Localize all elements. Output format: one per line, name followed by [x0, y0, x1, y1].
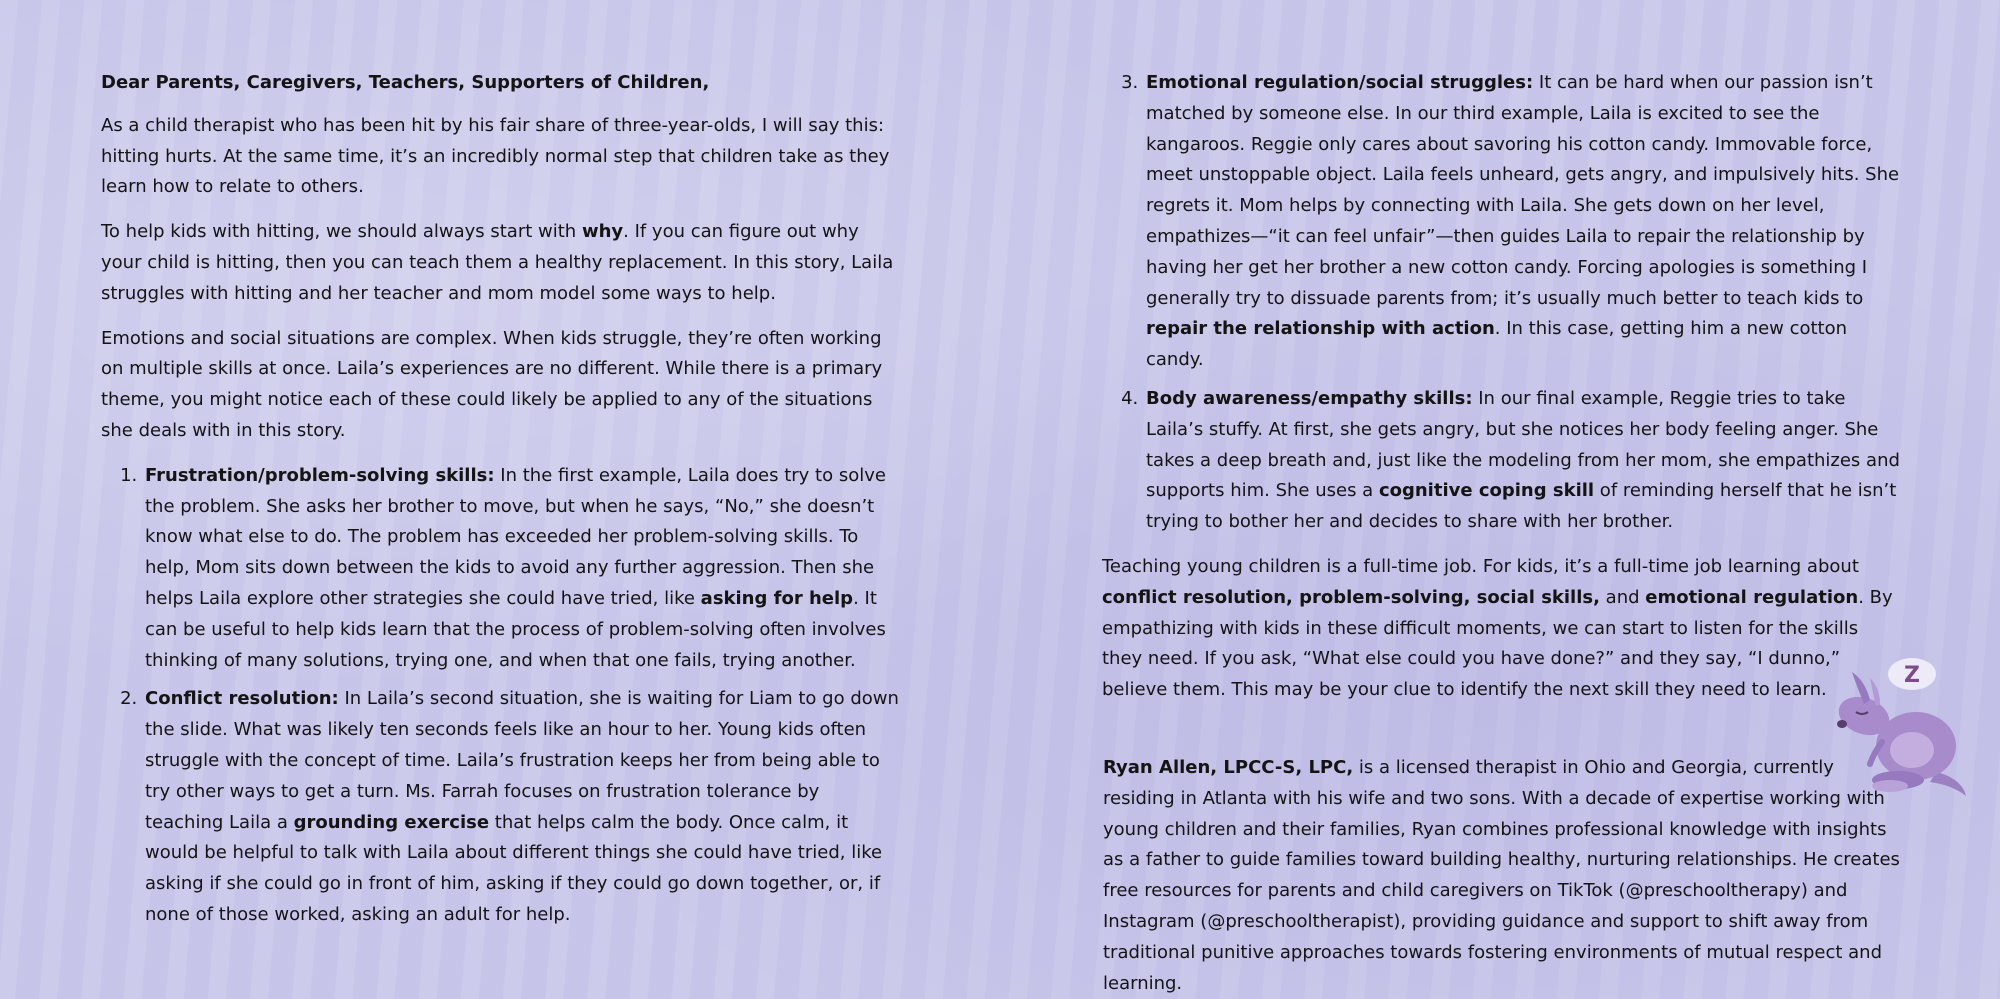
author-bio-text: is a licensed therapist in Ohio and Georgia, currently residing in Atlanta with his wife and two sons. With a decade of expertise working with young children and their families, Ryan combines professional knowledge with insights as a father to guide families toward building healthy, nurturing relationships. He creates free resources for parents and child caregivers on TikTok (@preschooltherapy) and Instagram (@preschooltherapist), providing guidance and support to shift away from traditional punitive approaches towards fostering environments of mutual respect and learning. [1103, 757, 1900, 994]
left-page-text [101, 68, 901, 945]
why-paragraph: To help kids with hitting, we should always start with why. If you can figure out why your child is hitting, then you can teach them a healthy replacement. In this story, Laila struggles with hitting and her teacher and mom model some ways to help. [101, 221, 894, 304]
list-item: 1. Frustration/problem-solving skills: In the first example, Laila does try to solve the problem. She asks her brother to move, but when he says, “No,” she doesn’t know what else to do. The problem has exceeded her problem-solving skills. To help, Mom sits down between the kids to avoid any further aggression. Then she helps Laila explore other strategies she could have tried, like asking for help. It can be useful to help kids learn that the process of problem-solving often involves thinking of many solutions, trying one, and when that one fails, trying another. [143, 461, 901, 677]
author-bio [1103, 753, 1903, 999]
skills-list-right [1102, 68, 1902, 538]
list-item: 2. Conflict resolution: In Laila’s second situation, she is waiting for Liam to go down the slide. What was likely ten seconds feels like an hour to her. Young kids often struggle with the concept of time. Laila’s frustration keeps her from being able to try other ways to get a turn. Ms. Farrah focuses on frustration tolerance by teaching Laila a grounding exercise that helps calm the body. Once calm, it would be helpful to talk with Laila about different things she could have tried, like asking if she could go in front of him, asking if they could go down together, or, if none of those worked, asking an adult for help. [143, 684, 901, 930]
complex-paragraph: Emotions and social situations are complex. When kids struggle, they’re often working on multiple skills at once. Laila’s experiences are no different. While there is a primary theme, you might notice each of these could likely be applied to any of the situations she deals with in this story. [101, 327, 883, 441]
author-name: Ryan Allen, LPCC-S, LPC, [1103, 757, 1354, 778]
sleep-bubble [1888, 658, 1936, 690]
skills-list-left [101, 461, 901, 931]
intro-paragraph: As a child therapist who has been hit by his fair share of three-year-olds, I will say this: hitting hurts. At the same time, it’s an incredibly normal step that children take as they learn how to relate to others. [101, 114, 890, 198]
right-page-text [1102, 68, 1902, 720]
bubble-letter: Z [1904, 663, 1920, 688]
list-item: 4. Body awareness/empathy skills: In our final example, Reggie tries to take Laila’s stuffy. At first, she gets angry, but she notices her body feeling anger. She takes a deep breath and, just like the modeling from her mom, she empathizes and supports him. She uses a cognitive coping skill of reminding herself that he isn’t trying to bother her and decides to share with her brother. [1144, 384, 1902, 538]
list-item: 3. Emotional regulation/social struggles: It can be hard when our passion isn’t matched by someone else. In our third example, Laila is excited to see the kangaroos. Reggie only cares about savoring his cotton candy. Immovable force, meet unstoppable object. Laila feels unheard, gets angry, and impulsively hits. She regrets it. Mom helps by connecting with Laila. She gets down on her level, empathizes—“it can feel unfair”—then guides Laila to repair the relationship by having her get her brother a new cotton candy. Forcing apologies is something I generally try to dissuade parents from; it’s usually much better to teach kids to repair the relationship with action. In this case, getting him a new cotton candy. [1144, 68, 1902, 376]
closing-paragraph: Teaching young children is a full-time job. For kids, it’s a full-time job learning about conflict resolution, problem-solving, social skills, and emotional regulation. By empathizing with kids in these difficult moments, we can start to listen for the skills they need. If you ask, “What else could you have done?” and they say, “I dunno,” believe them. This may be your clue to identify the next skill they need to learn. [1102, 555, 1893, 701]
salutation: Dear Parents, Caregivers, Teachers, Supporters of Children, [101, 72, 710, 93]
